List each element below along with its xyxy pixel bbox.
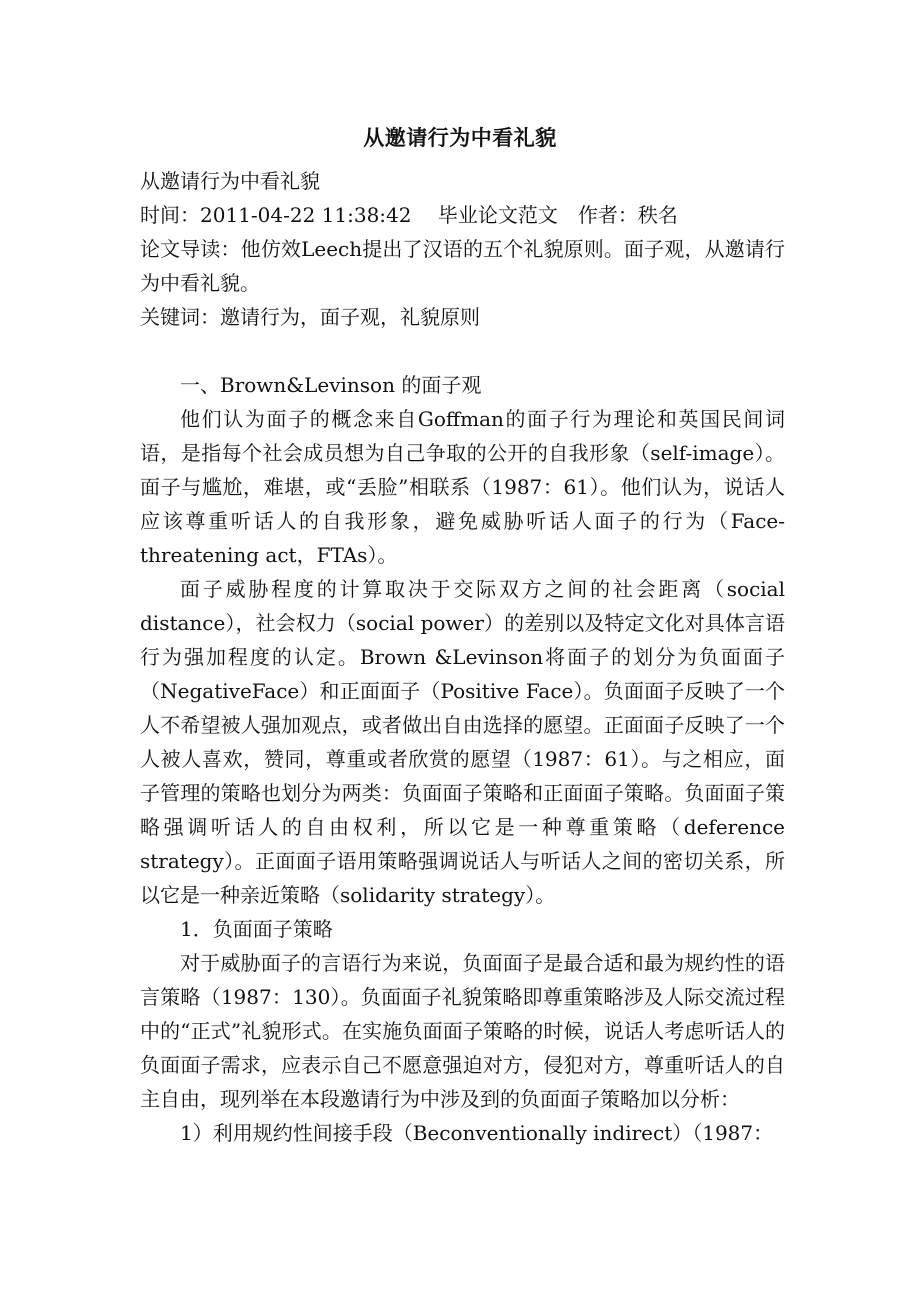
document-body [140, 164, 785, 1150]
paragraph: 他们认为面子的概念来自Goffman的面子行为理论和英国民间词语，是指每个社会成员想为自己争取的公开的自我形象（self-image）。面子与尴尬，难堪，或“丢脸”相联系（1987：61）。他们认为，说话人应该尊重听话人的自我形象，避免威胁听话人面子的行为（Face-threatening act，FTAs）。 [140, 407, 785, 567]
subsection-heading: 1．负面面子策略 [180, 917, 333, 941]
document-subtitle: 从邀请行为中看礼貌 [140, 169, 320, 193]
document-title: 从邀请行为中看礼貌 [363, 125, 557, 150]
document-meta: 时间：2011-04-22 11:38:42 毕业论文范文 作者：秩名 [140, 203, 678, 227]
list-item: 1）利用规约性间接手段（Beconventionally indirect）（1987： [180, 1121, 774, 1145]
section-spacer [140, 334, 785, 368]
section-heading: 一、Brown&Levinson 的面子观 [180, 373, 482, 397]
document-keywords: 关键词：邀请行为，面子观，礼貌原则 [140, 305, 480, 329]
paragraph: 面子威胁程度的计算取决于交际双方之间的社会距离（social distance），社会权力（social power）的差别以及特定文化对具体言语行为强加程度的认定。Brown &Levinson将面子的划分为负面面子（NegativeFace）和正面面子（Positive Face）。负面面子反映了一个人不希望被人强加观点，或者做出自由选择的愿望。正面面子反映了一个人被人喜欢，赞同，尊重或者欣赏的愿望（1987：61）。与之相应，面子管理的策略也划分为两类：负面面子策略和正面面子策略。负面面子策略强调听话人的自由权利，所以它是一种尊重策略（deference strategy）。正面面子语用策略强调说话人与听话人之间的密切关系，所以它是一种亲近策略（solidarity strategy）。 [140, 577, 785, 907]
document-abstract: 论文导读：他仿效Leech提出了汉语的五个礼貌原则。面子观，从邀请行为中看礼貌。 [140, 237, 785, 295]
paragraph: 对于威胁面子的言语行为来说，负面面子是最合适和最为规约性的语言策略（1987：130）。负面面子礼貌策略即尊重策略涉及人际交流过程中的“正式”礼貌形式。在实施负面面子策略的时候，说话人考虑听话人的负面面子需求，应表示自己不愿意强迫对方，侵犯对方，尊重听话人的自主自由，现列举在本段邀请行为中涉及到的负面面子策略加以分析： [140, 951, 785, 1111]
